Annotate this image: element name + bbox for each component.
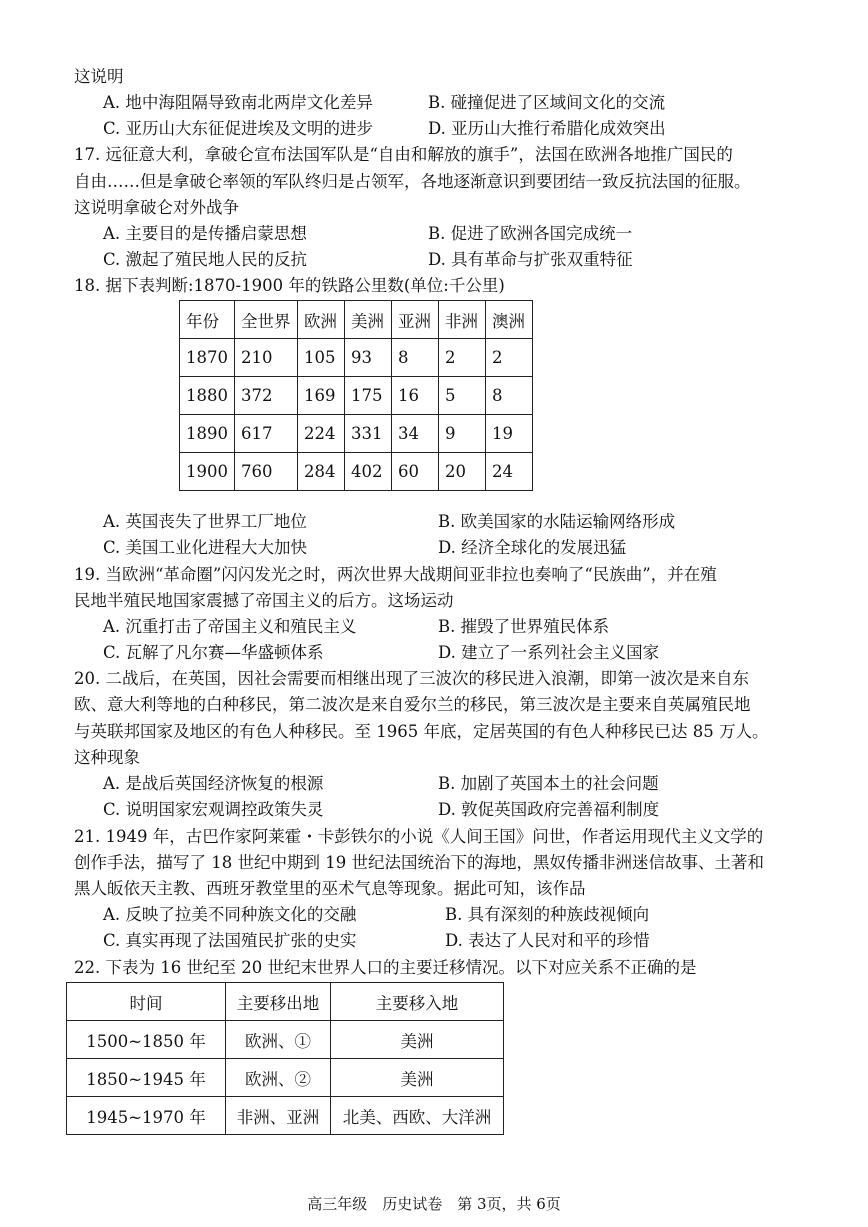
q21-stem-line-1: 21. 1949 年，古巴作家阿莱霍・卡彭铁尔的小说《人间王国》问世，作者运用现代主义文学的 (74, 827, 764, 846)
q16-option-a[interactable]: A. 地中海阻隔导致南北两岸文化差异 (103, 93, 373, 112)
q17-stem-line-1: 17. 远征意大利，拿破仑宣布法国军队是“自由和解放的旗手”，法国在欧洲各地推广国民的 (74, 145, 733, 164)
table-cell: 169 (298, 377, 345, 415)
q17-option-a[interactable]: A. 主要目的是传播启蒙思想 (103, 224, 307, 243)
page-footer: 高三年级 历史试卷 第 3页，共 6页 (307, 1195, 561, 1213)
table-cell: 105 (298, 339, 345, 377)
table-header-cell: 主要移入地 (331, 983, 504, 1021)
q20-stem-line-2: 欧、意大利等地的白种移民，第二波次是来自爱尔兰的移民，第三波次是主要来自英属殖民地 (74, 695, 751, 714)
q20-stem-line-1: 20. 二战后，在英国，因社会需要而相继出现了三波次的移民进入浪潮，即第一波次是来自东 (74, 669, 749, 688)
table-cell: 9 (439, 415, 486, 453)
q16-option-c[interactable]: C. 亚历山大东征促进埃及文明的进步 (103, 119, 374, 138)
q18-option-a[interactable]: A. 英国丧失了世界工厂地位 (103, 512, 307, 531)
table-cell: 8 (392, 339, 439, 377)
q19-option-d[interactable]: D. 建立了一系列社会主义国家 (438, 643, 660, 662)
q17-stem-line-2: 自由……但是拿破仑率领的军队终归是占领军，各地逐渐意识到要团结一致反抗法国的征服。 (74, 172, 751, 191)
table-cell: 402 (345, 453, 392, 491)
table-cell: 美洲 (331, 1021, 504, 1059)
table-row (180, 453, 533, 491)
table-header-cell: 亚洲 (392, 301, 439, 339)
q20-stem-line-4: 这种现象 (74, 748, 140, 767)
table-cell: 24 (486, 453, 533, 491)
q18-option-c[interactable]: C. 美国工业化进程大大加快 (103, 538, 308, 557)
table-row (180, 339, 533, 377)
q20-stem-line-3: 与英联邦国家及地区的有色人种移民。至 1965 年底，定居英国的有色人种移民已达 85 万人。 (74, 722, 769, 741)
table-cell: 60 (392, 453, 439, 491)
q19-option-c[interactable]: C. 瓦解了凡尔赛—华盛顿体系 (103, 643, 324, 662)
table-cell: 284 (298, 453, 345, 491)
q19-option-b[interactable]: B. 摧毁了世界殖民体系 (438, 617, 610, 636)
table-row (67, 1097, 504, 1135)
table-cell: 非洲、亚洲 (226, 1097, 331, 1135)
table-cell: 美洲 (331, 1059, 504, 1097)
table-header-cell: 澳洲 (486, 301, 533, 339)
table-cell: 1880 (180, 377, 235, 415)
table-cell: 760 (235, 453, 298, 491)
q21-option-b[interactable]: B. 具有深刻的种族歧视倾向 (445, 905, 650, 924)
q19-option-a[interactable]: A. 沉重打击了帝国主义和殖民主义 (103, 617, 357, 636)
q20-option-b[interactable]: B. 加剧了英国本土的社会问题 (438, 774, 659, 793)
table-row (67, 1059, 504, 1097)
table-row (67, 1021, 504, 1059)
table-cell: 224 (298, 415, 345, 453)
q17-stem-line-3: 这说明拿破仑对外战争 (74, 198, 239, 217)
table-cell: 1500~1850 年 (67, 1021, 226, 1059)
q19-stem-line-1: 19. 当欧洲“革命圈”闪闪发光之时，两次世界大战期间亚非拉也奏响了“民族曲”，并在殖 (74, 565, 717, 584)
table-header-cell: 时间 (67, 983, 226, 1021)
q18-option-b[interactable]: B. 欧美国家的水陆运输网络形成 (438, 512, 676, 531)
migration-table (66, 982, 504, 1135)
table-cell: 1850~1945 年 (67, 1059, 226, 1097)
q22-stem: 22. 下表为 16 世纪至 20 世纪末世界人口的主要迁移情况。以下对应关系不正确的是 (74, 958, 697, 977)
table-header-cell: 主要移出地 (226, 983, 331, 1021)
table-header-cell: 非洲 (439, 301, 486, 339)
table-cell: 欧洲、② (226, 1059, 331, 1097)
table-cell: 34 (392, 415, 439, 453)
q20-option-c[interactable]: C. 说明国家宏观调控政策失灵 (103, 800, 324, 819)
table-cell: 331 (345, 415, 392, 453)
q18-option-d[interactable]: D. 经济全球化的发展迅猛 (438, 538, 627, 557)
table-cell: 1900 (180, 453, 235, 491)
table-cell: 19 (486, 415, 533, 453)
table-cell: 210 (235, 339, 298, 377)
q18-stem: 18. 据下表判断:1870-1900 年的铁路公里数(单位:千公里) (74, 276, 505, 295)
q17-option-b[interactable]: B. 促进了欧洲各国完成统一 (428, 224, 633, 243)
table-header-cell: 欧洲 (298, 301, 345, 339)
q20-option-d[interactable]: D. 敦促英国政府完善福利制度 (438, 800, 660, 819)
table-cell: 1870 (180, 339, 235, 377)
q21-stem-line-2: 创作手法，描写了 18 世纪中期到 19 世纪法国统治下的海地，黑奴传播非洲迷信故事、土著和 (74, 853, 764, 872)
table-cell: 欧洲、① (226, 1021, 331, 1059)
table-cell: 2 (486, 339, 533, 377)
q21-option-d[interactable]: D. 表达了人民对和平的珍惜 (445, 931, 650, 950)
q16-stem-tail: 这说明 (74, 67, 124, 86)
q20-option-a[interactable]: A. 是战后英国经济恢复的根源 (103, 774, 324, 793)
table-cell: 1945~1970 年 (67, 1097, 226, 1135)
table-cell: 北美、西欧、大洋洲 (331, 1097, 504, 1135)
table-header-row (67, 983, 504, 1021)
table-row (180, 415, 533, 453)
table-cell: 8 (486, 377, 533, 415)
q21-option-c[interactable]: C. 真实再现了法国殖民扩张的史实 (103, 931, 357, 950)
q17-option-c[interactable]: C. 激起了殖民地人民的反抗 (103, 250, 308, 269)
table-cell: 617 (235, 415, 298, 453)
q16-option-d[interactable]: D. 亚历山大推行希腊化成效突出 (428, 119, 666, 138)
table-header-cell: 美洲 (345, 301, 392, 339)
table-cell: 20 (439, 453, 486, 491)
q21-stem-line-3: 黑人皈依天主教、西班牙教堂里的巫术气息等现象。据此可知，该作品 (74, 879, 586, 898)
table-cell: 2 (439, 339, 486, 377)
q19-stem-line-2: 民地半殖民地国家震撼了帝国主义的后方。这场运动 (74, 591, 454, 610)
table-header-row (180, 301, 533, 339)
table-cell: 175 (345, 377, 392, 415)
table-cell: 1890 (180, 415, 235, 453)
table-cell: 5 (439, 377, 486, 415)
table-header-cell: 全世界 (235, 301, 298, 339)
table-row (180, 377, 533, 415)
table-cell: 16 (392, 377, 439, 415)
q16-option-b[interactable]: B. 碰撞促进了区域间文化的交流 (428, 93, 666, 112)
table-header-cell: 年份 (180, 301, 235, 339)
table-cell: 372 (235, 377, 298, 415)
railway-table (179, 300, 533, 491)
table-cell: 93 (345, 339, 392, 377)
q21-option-a[interactable]: A. 反映了拉美不同种族文化的交融 (103, 905, 357, 924)
q17-option-d[interactable]: D. 具有革命与扩张双重特征 (428, 250, 633, 269)
